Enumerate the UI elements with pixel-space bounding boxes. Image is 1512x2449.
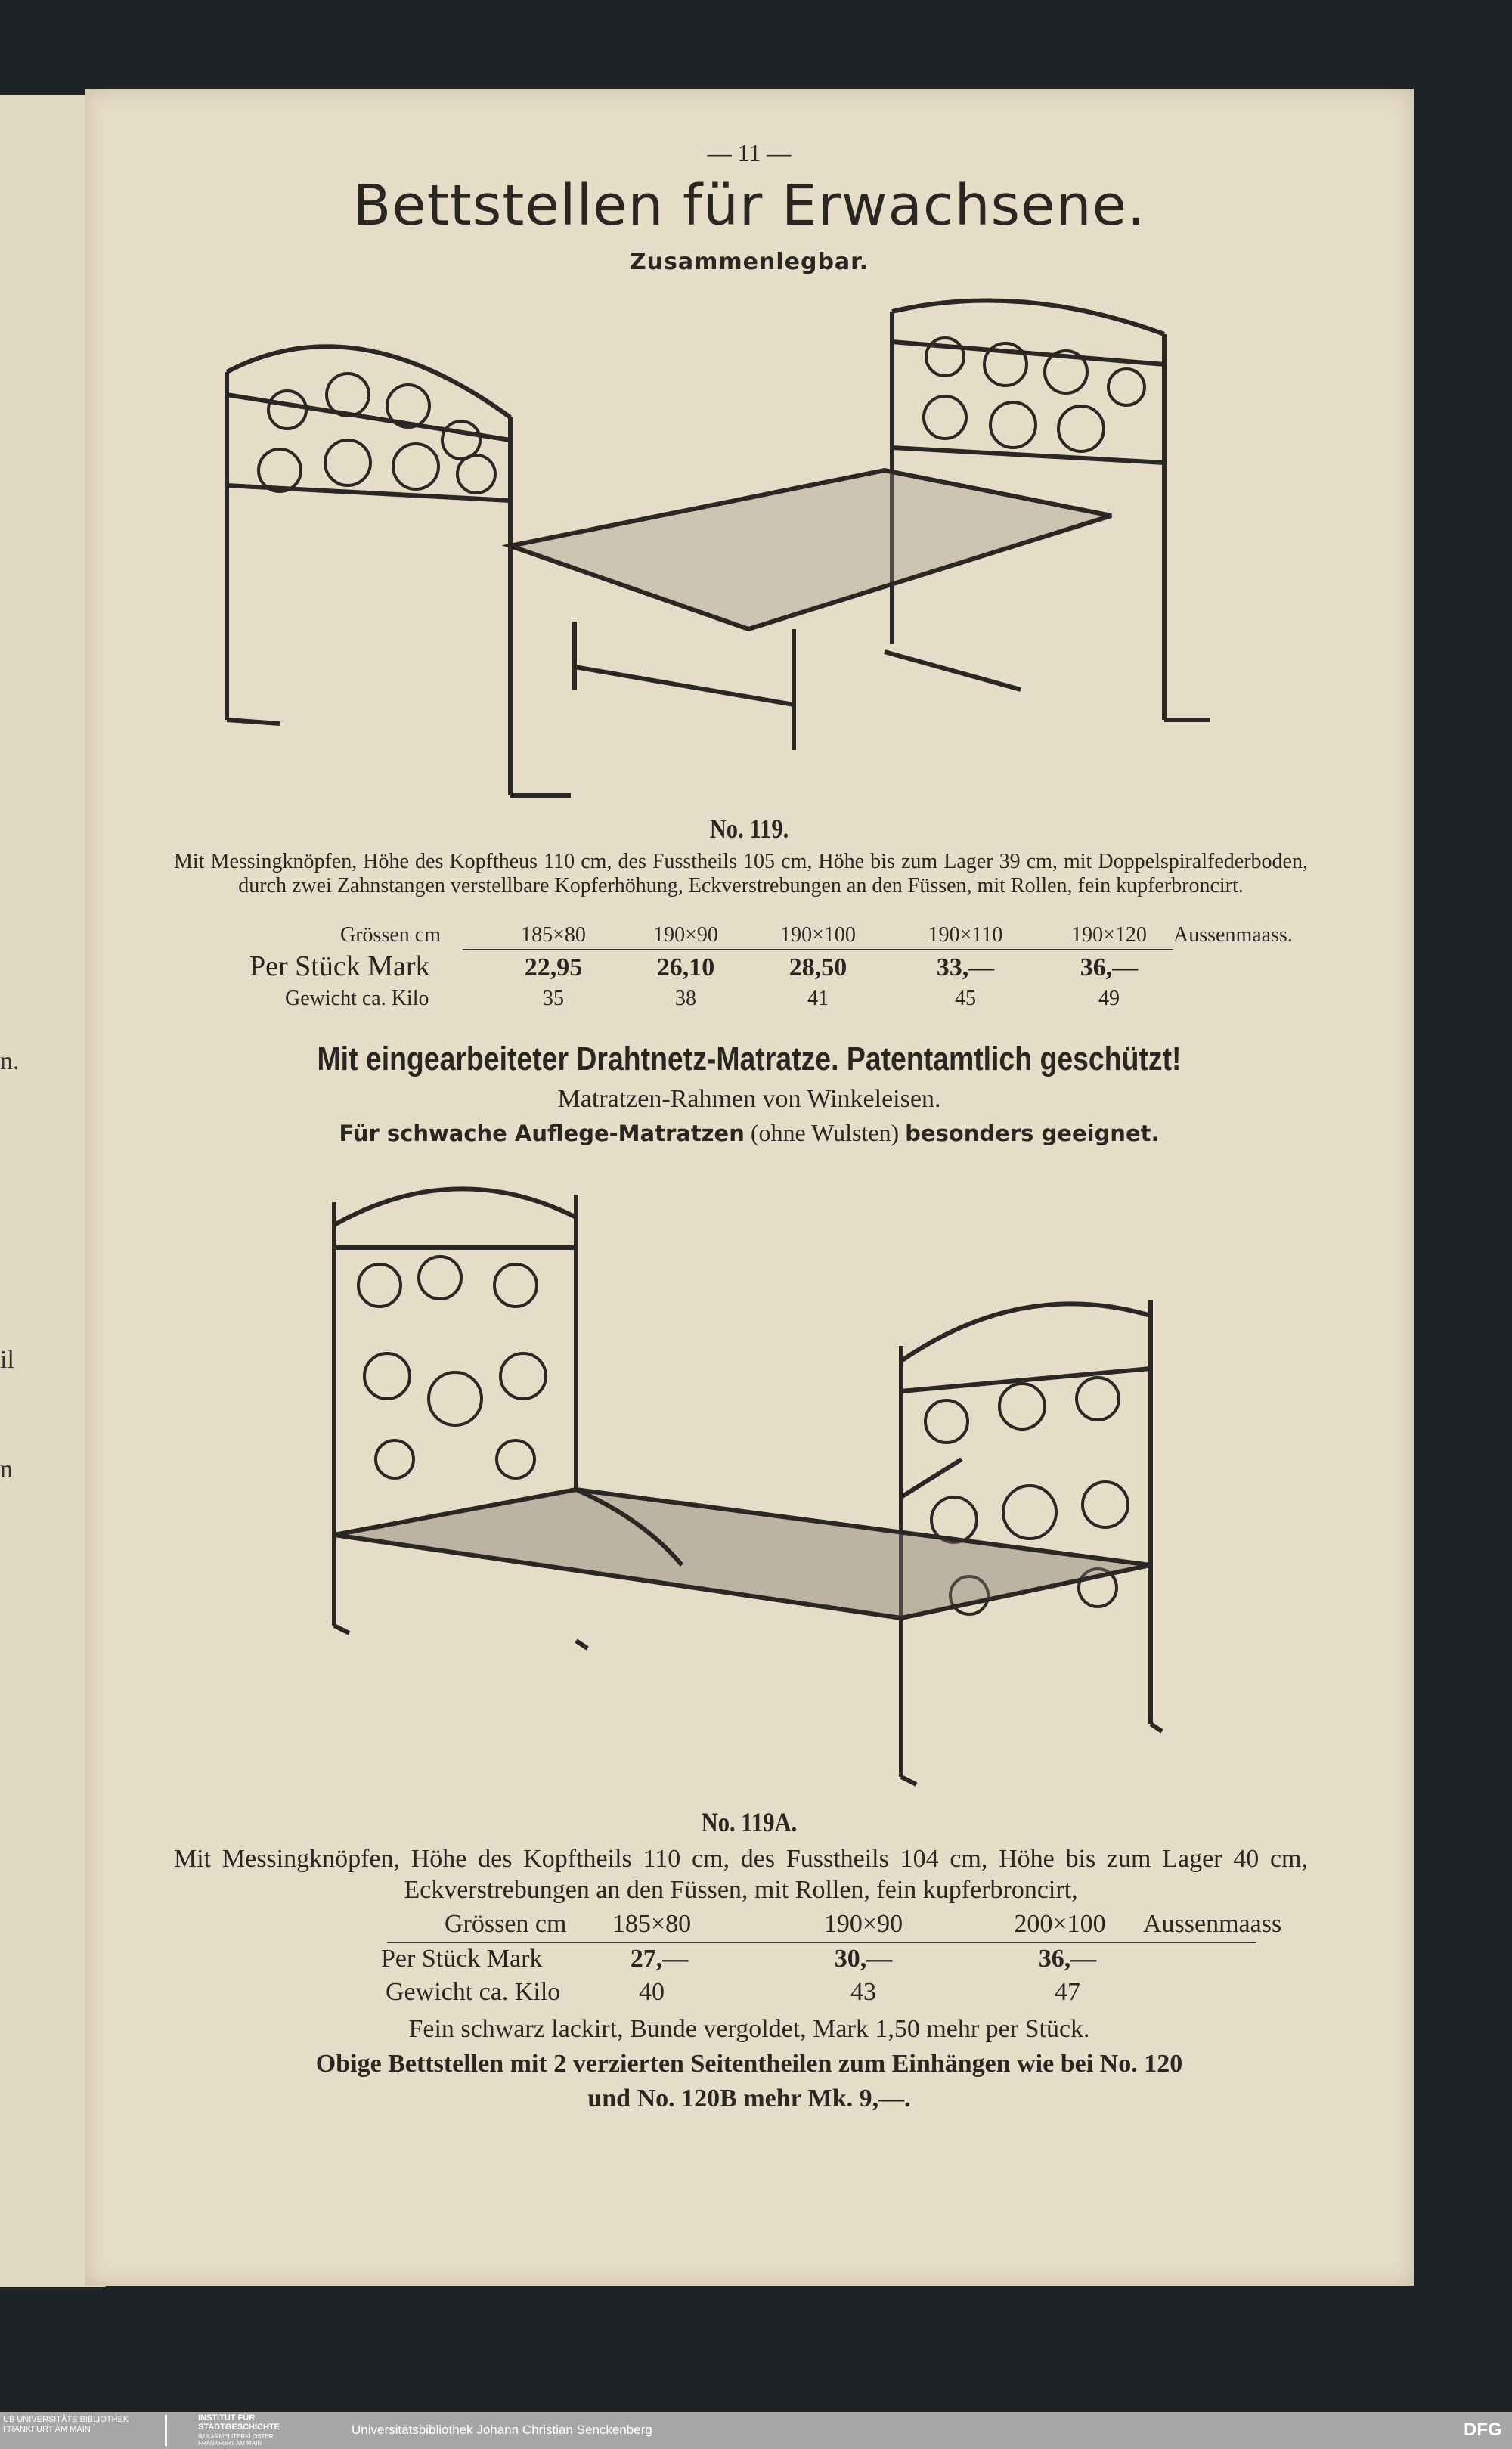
weight-cell: 35 <box>543 987 564 1010</box>
footer-bar <box>0 2412 1512 2449</box>
weight-cell: 41 <box>807 987 829 1010</box>
left-page-fragment: n <box>0 1455 13 1483</box>
size-label: Grössen cm <box>340 923 441 947</box>
price-cell: 22,95 <box>524 953 583 981</box>
size-suffix: Aussenmaass. <box>1173 923 1293 947</box>
price-cell: 33,— <box>936 953 995 981</box>
size-cell: 190×120 <box>1071 923 1147 947</box>
table-rule <box>387 1942 1256 1943</box>
table-rule <box>463 949 1173 950</box>
feature-note <box>85 1119 1414 1147</box>
weight-cell: 38 <box>675 987 696 1010</box>
size-cell: 190×90 <box>823 1910 903 1938</box>
size-label: Grössen cm <box>445 1910 567 1938</box>
extra-note-line2: und No. 120B mehr Mk. 9,—. <box>587 2085 911 2113</box>
library-name: Universitätsbibliothek Johann Christian Senckenberg <box>352 2423 652 2437</box>
weight-label: Gewicht ca. Kilo <box>285 987 429 1010</box>
left-page-fragment: n. <box>0 1047 20 1075</box>
feature-note-bold: Für schwache Auflege-Matratzen <box>339 1121 745 1146</box>
institut-logo: INSTITUT FÜR STADTGESCHICHTE <box>198 2413 280 2432</box>
size-cell: 185×80 <box>521 923 586 947</box>
price-cell: 26,10 <box>656 953 715 981</box>
price-cell: 28,50 <box>789 953 847 981</box>
lacquer-note: Fein schwarz lackirt, Bunde vergoldet, Mark 1,50 mehr per Stück. <box>408 2015 1090 2043</box>
product-description: Mit Messingknöpfen, Höhe des Kopftheils 110 cm, des Fusstheils 104 cm, Höhe bis zum Lager 40 cm, Eckverstrebungen an den Füssen, mit Rollen, fein kupferbroncirt, <box>174 1845 1308 1904</box>
weight-cell: 49 <box>1098 987 1120 1010</box>
size-cell: 200×100 <box>1014 1910 1106 1938</box>
bed-119-illustration <box>219 296 1278 811</box>
bed-119a-illustration <box>327 1172 1264 1792</box>
weight-cell: 40 <box>639 1978 665 2006</box>
weight-cell: 43 <box>850 1978 876 2006</box>
price-cell: 36,— <box>1038 1945 1097 1973</box>
extra-note-line1: Obige Bettstellen mit 2 verzierten Seitentheilen zum Einhängen wie bei No. 120 <box>315 2050 1183 2078</box>
feature-note-normal: (ohne Wulsten) <box>744 1119 906 1146</box>
feature-heading: Mit eingearbeiteter Drahtnetz-Matratze. Patentamtlich geschützt! <box>317 1040 1182 1077</box>
size-cell: 185×80 <box>612 1910 692 1938</box>
weight-cell: 45 <box>955 987 976 1010</box>
size-cell: 190×110 <box>928 923 1003 947</box>
left-page-fragment: il <box>0 1346 14 1374</box>
price-cell: 36,— <box>1080 953 1139 981</box>
dfg-logo: DFG <box>1464 2420 1502 2440</box>
catalog-page <box>85 89 1414 2286</box>
institut-sub: IM KARMELITERKLOSTER FRANKFURT AM MAIN <box>198 2433 274 2447</box>
product-number: No. 119. <box>709 814 789 844</box>
page-subtitle: Zusammenlegbar. <box>629 249 869 275</box>
size-cell: 190×90 <box>653 923 718 947</box>
size-cell: 190×100 <box>780 923 856 947</box>
feature-subline: Matratzen-Rahmen von Winkeleisen. <box>557 1085 941 1113</box>
weight-label: Gewicht ca. Kilo <box>386 1978 561 2006</box>
institut-logo-mark <box>165 2415 187 2446</box>
price-label: Per Stück Mark <box>381 1945 543 1973</box>
price-cell: 27,— <box>630 1945 689 1973</box>
feature-note-bold: besonders geeignet. <box>905 1121 1160 1146</box>
size-suffix: Aussenmaass <box>1143 1910 1282 1938</box>
price-label: Per Stück Mark <box>249 950 430 982</box>
product-number: No. 119A. <box>701 1807 798 1837</box>
weight-cell: 47 <box>1055 1978 1080 2006</box>
ub-logo: UB UNIVERSITÄTS BIBLIOTHEK FRANKFURT AM MAIN <box>3 2415 129 2434</box>
page-title: Bettstellen für Erwachsene. <box>352 173 1146 238</box>
price-cell: 30,— <box>834 1945 893 1973</box>
page-number: — 11 — <box>707 139 792 166</box>
product-description: Mit Messingknöpfen, Höhe des Kopftheus 110 cm, des Fusstheils 105 cm, Höhe bis zum Lager 39 cm, mit Doppelspiralfederboden, durch zwei Zahnstangen verstellbare Kopferhöhung, Eckverstrebungen an den Füssen, mit Rollen, fein kupferbroncirt. <box>174 850 1308 897</box>
